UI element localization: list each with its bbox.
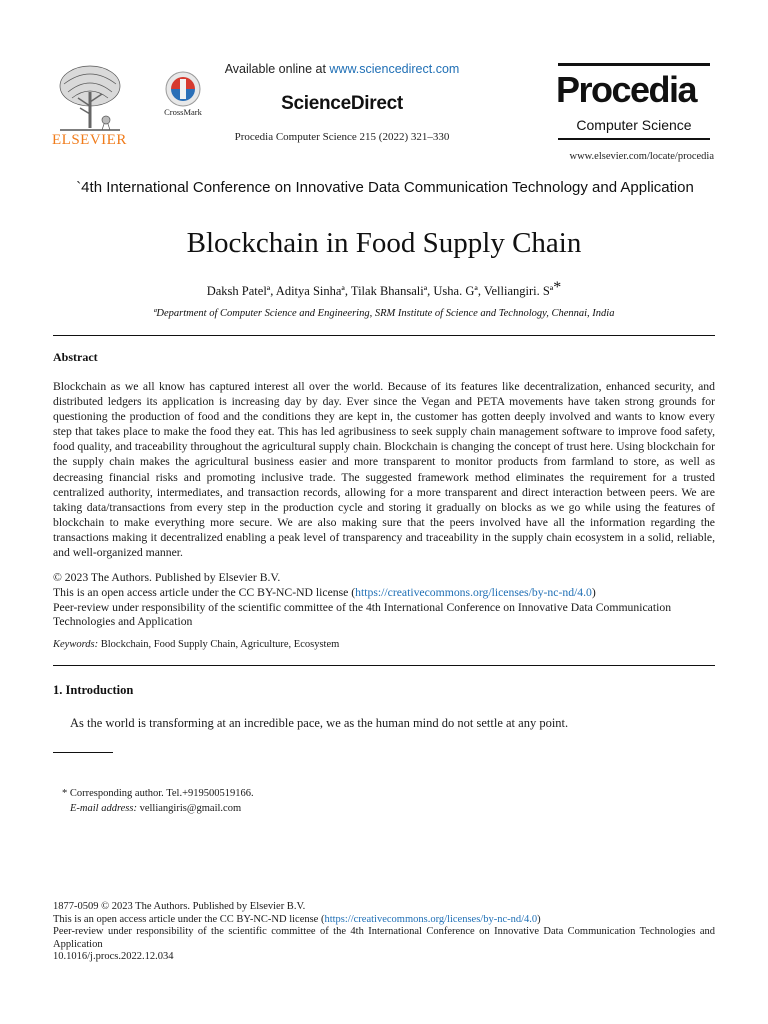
footnote	[62, 787, 702, 816]
footnote-divider	[53, 752, 113, 753]
platform-name: ScienceDirect	[281, 93, 403, 114]
available-prefix: Available online at	[224, 62, 330, 76]
email-label: E-mail address:	[70, 802, 137, 814]
journal-url[interactable]: www.elsevier.com/locate/procedia	[569, 151, 714, 162]
corresponding-author: * Corresponding author. Tel.+919500519166.	[62, 788, 254, 799]
issn-line: 1877-0509 © 2023 The Authors. Published by Elsevier B.V.	[53, 901, 306, 912]
abstract-divider	[53, 665, 715, 666]
conference-name: `4th International Conference on Innovative Data Communication Technology and Application	[76, 179, 694, 196]
author-list	[60, 279, 708, 299]
author-names: Daksh Patelª, Aditya Sinhaª, Tilak Bhansaliª, Usha. Gª, Velliangiri. Sª	[206, 284, 554, 298]
keywords	[53, 639, 715, 650]
footer-peer-review: Peer-review under responsibility of the scientific committee of the 4th International Conference on Innovative Data Communication Technologies and Application	[53, 926, 715, 950]
paper-title: Blockchain in Food Supply Chain	[186, 227, 582, 259]
journal-title: Procedia	[556, 69, 697, 110]
peer-review-line: Peer-review under responsibility of the scientific committee of the 4th International Conference on Innovative Data Communication Technologies and Application	[53, 600, 672, 629]
introduction-heading: 1. Introduction	[53, 683, 134, 697]
sciencedirect-link[interactable]: www.sciencedirect.com	[329, 62, 460, 76]
publication-footer	[53, 901, 715, 964]
journal-subtitle: Computer Science	[576, 117, 692, 133]
email-line	[62, 802, 702, 817]
copyright-line: © 2023 The Authors. Published by Elsevier B.V.	[53, 571, 281, 584]
license-prefix: This is an open access article under the CC BY-NC-ND license (	[53, 585, 356, 599]
footer-license-suffix: )	[537, 913, 541, 925]
footer-license-link[interactable]: https://creativecommons.org/licenses/by-nc-nd/4.0	[324, 913, 538, 925]
abstract-text: Blockchain as we all know has captured interest all over the world. Because of its features like decentralization, enhanced security, and distributed ledgers its application is increasing day by day. Ever since the Vegan and PETA movements have taken strong grounds for questioning the production of food and the conditions they are kept in, the customer has gotten deeply involved and wants to know every step that takes place to make the food they eat. This has led agribusiness to seek supply chain management software to improve food safety, food quality, and traceability throughout the agricultural supply chain. Blockchain is changing the concept of trust here. Using blockchain for the supply chain makes the agricultural business easier and more transparent to monitor products from farmland to store, as well as decreasing financial risks and promoting inclusive trade. The suggested framework method eliminates the requirement for a trusted centralized authority, intermediates, and transaction records, allowing for a more transparent and direct interaction between peers. We are taking data/transactions from every step in the production cycle and storing it gradually on blocks as we go while using the features of blockchain to make everything more secure. We are also making sure that the peers involved have all the information regarding the transactions making it decentralized enabling a peak level of transparency and traceability in the supply chain ecosystem in a solid, reliable, and well-organized manner.	[53, 380, 715, 560]
doi[interactable]: 10.1016/j.procs.2022.12.034	[53, 951, 174, 963]
keywords-label: Keywords:	[53, 639, 99, 650]
license-line	[53, 586, 715, 601]
keywords-value: Blockchain, Food Supply Chain, Agriculture, Ecosystem	[98, 639, 340, 650]
publisher-name: ELSEVIER	[52, 132, 127, 148]
license-link[interactable]: https://creativecommons.org/licenses/by-nc-nd/4.0	[355, 585, 592, 599]
introduction-text: As the world is transforming at an incredible pace, we as the human mind do not settle at any point.	[70, 716, 569, 730]
abstract-heading: Abstract	[53, 350, 98, 364]
journal-citation: Procedia Computer Science 215 (2022) 321–330	[234, 131, 450, 143]
copyright-block	[53, 571, 715, 630]
footer-license-prefix: This is an open access article under the CC BY-NC-ND license (	[53, 913, 325, 925]
affiliation: ªDepartment of Computer Science and Engineering, SRM Institute of Science and Technology, Chennai, India	[153, 308, 615, 319]
available-online	[222, 62, 462, 76]
top-divider	[53, 335, 715, 336]
crossmark-label: CrossMark	[164, 107, 202, 117]
license-suffix: )	[591, 585, 596, 599]
footer-license-line	[53, 914, 715, 927]
email-value[interactable]: velliangiris@gmail.com	[136, 802, 242, 814]
corresponding-marker: *	[553, 279, 562, 296]
